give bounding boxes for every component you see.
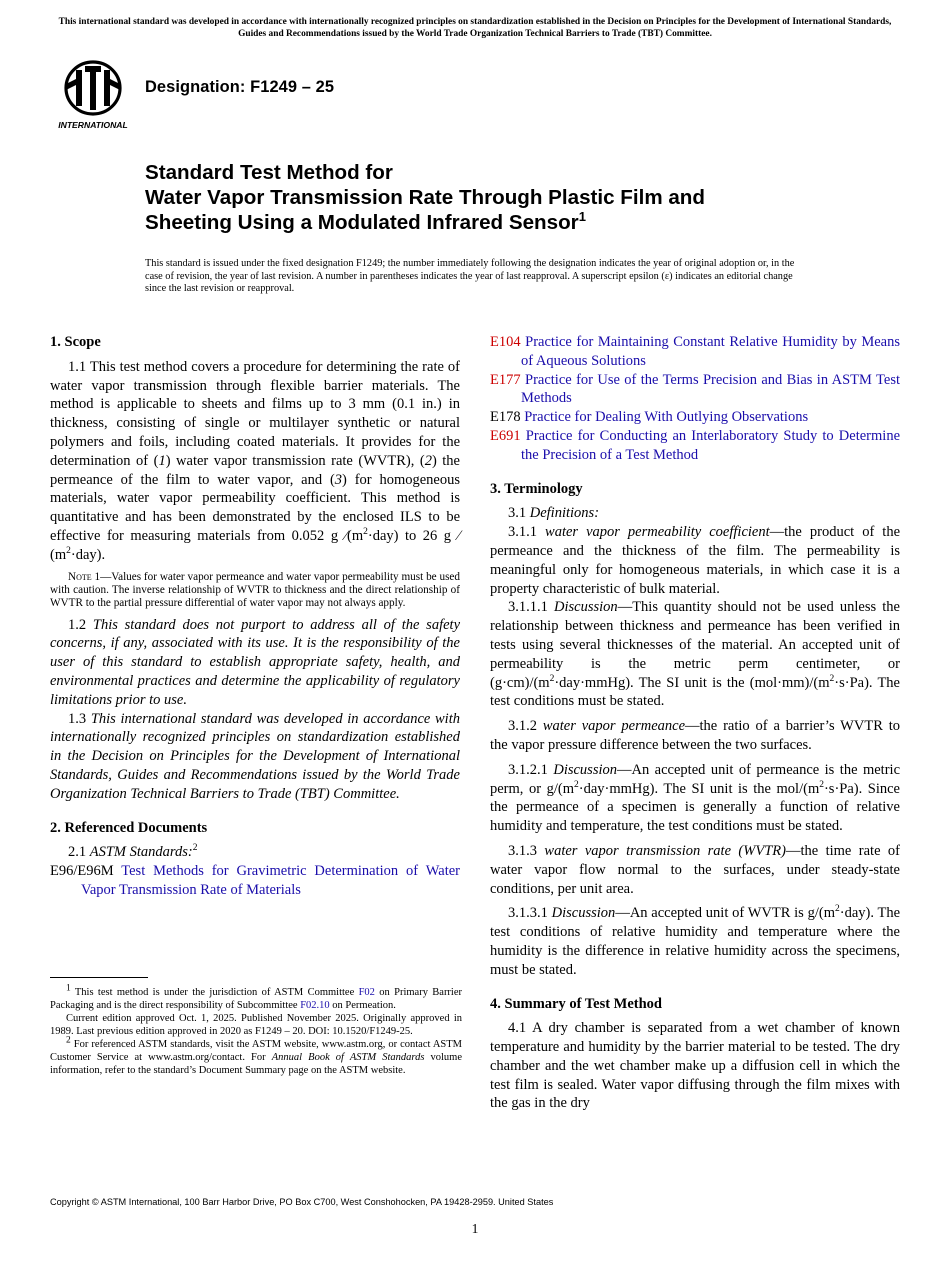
ref-item-e104 <box>490 333 900 371</box>
ref-link-e96[interactable]: Test Methods for Gravimetric Determination of Water Vapor Transmission Rate of Materials <box>81 863 460 898</box>
section-heading-referenced: 2. Referenced Documents <box>50 819 208 836</box>
issue-note: This standard is issued under the fixed designation F1249; the number immediately following the designation indicates the year of original adoption or, in the case of revision, the year of last revision. A number in parentheses indicates the year of last reapproval. A superscript epsilon (ε) indicates an editorial change since the last revision or reapproval. <box>145 258 795 294</box>
top-notice: This international standard was developed in accordance with internationally recognized principles on standardization established in the Decision on Principles for the Development of International Standards, Guides and Recommendations issued by the World Trade Organization Technical Barriers to Trade (TBT) Committee. <box>58 17 892 39</box>
footnotes <box>50 983 463 1077</box>
para-3-1: 3.1 Definitions: <box>508 505 600 522</box>
para-3-1-2: 3.1.2 water vapor permeance—the ratio of a barrier’s WVTR to the vapor pressure difference between the two surfaces. <box>490 718 900 753</box>
section-heading-terminology: 3. Terminology <box>490 480 583 497</box>
ref-link-e177[interactable]: Practice for Use of the Terms Precision and Bias in ASTM Test Methods <box>521 371 900 407</box>
ref-item-e96: E96/E96M Test Methods for Gravimetric Determination of Water Vapor Transmission Rate of Materials <box>50 863 460 898</box>
footnote-2: $^2$ For referenced ASTM standards, visit the ASTM website, www.astm.org, or contact ASTM Customer Service at www.astm.org/contact. For Annual Book of ASTM Standards volume information, refer to the standard’s Document Summary page on the ASTM website. <box>50 1035 463 1076</box>
title-line-1: Standard Test Method for <box>145 161 393 184</box>
section-heading-summary: 4. Summary of Test Method <box>490 995 662 1012</box>
para-1-3: 1.3 This international standard was developed in accordance with internationally recognized principles on standardization established in the Decision on Principles for the Development of International Standards, Guides and Recommendations issued by the World Trade Organization Technical Barriers to Trade (TBT) Committee. <box>50 710 460 802</box>
ref-link-e691[interactable]: Practice for Conducting an Interlaboratory Study to Determine the Precision of a Test Method <box>521 427 900 463</box>
designation: Designation: F1249 – 25 <box>145 78 335 96</box>
ref-item-e691 <box>490 427 900 465</box>
para-3-1-1: 3.1.1 water vapor permeability coefficient—the product of the permeance and the thickness of the film. The permeability is meaningful only for homogeneous materials, in which case it is a property characteristic of bulk material. <box>490 524 901 597</box>
committee-link-f02[interactable]: F02 <box>358 987 375 998</box>
edition-note: Current edition approved Oct. 1, 2025. Published November 2025. Originally approved in 1989. Last previous edition approved in 2020 as F1249 – 20. DOI: 10.1520/F1249-25. <box>50 1013 462 1037</box>
ref-item-e177 <box>490 371 900 409</box>
title-line-2: Water Vapor Transmission Rate Through Plastic Film and <box>145 186 705 209</box>
svg-text:INTERNATIONAL: INTERNATIONAL <box>58 120 128 130</box>
ref-code-e104[interactable]: E104 <box>490 334 521 350</box>
ref-link-e104[interactable]: Practice for Maintaining Constant Relative Humidity by Means of Aqueous Solutions <box>521 334 901 369</box>
section-heading-scope: 1. Scope <box>50 334 101 350</box>
ref-item-e178: E178 Practice for Dealing With Outlying Observations <box>490 409 809 426</box>
para-3-1-3-1: 3.1.3.1 Discussion—An accepted unit of WVTR is $g/(m^2\cdot day)$. The test conditions of relative humidity and temperature where the humidity is the difference in relative humidity across the specimens, must be stated. <box>490 904 901 978</box>
footnote-1: $^1$ This test method is under the jurisdiction of ASTM Committee F02 on Primary Barrier Packaging and is the direct responsibility of Subcommittee F02.10 on Permeation. <box>50 983 463 1011</box>
para-3-1-1-1: 3.1.1.1 Discussion—This quantity should not be used unless the relationship between thickness and permeance has been verified in tests using several thicknesses of the material. An accepted unit of permeability is the metric perm centimeter, or $(g\cdot cm)/(m^2\cdot day\cdot mmHg)$. The SI unit is the $(mol\cdot mm)/(m^2\cdot s\cdot Pa)$. The test conditions must be stated. <box>490 599 900 710</box>
astm-logo-icon <box>52 58 134 130</box>
page-number: 1 <box>471 1221 479 1236</box>
footnote-rule <box>50 977 148 978</box>
ref-code-e177[interactable]: E177 <box>490 371 521 388</box>
astm-logo <box>52 58 134 130</box>
left-column <box>50 333 460 900</box>
ref-link-e178[interactable]: Practice for Dealing With Outlying Observations <box>524 409 809 426</box>
subcommittee-link-f02-10[interactable]: F02.10 <box>300 1000 330 1011</box>
right-column <box>490 333 900 1113</box>
para-3-1-3: 3.1.3 water vapor transmission rate (WVTR)—the time rate of water vapor flow normal to the surfaces, under steady-state conditions, per unit area. <box>490 842 901 897</box>
title-line-3: Sheeting Using a Modulated Infrared Sensor$^1$ <box>145 209 586 234</box>
para-1-1: 1.1 This test method covers a procedure for determining the rate of water vapor transmission through flexible barrier materials. The method is applicable to sheets and films up to 3 mm (0.1 in.) in thickness, consisting of single or multilayer synthetic or natural polymers and foils, including coated materials. It provides for the determination of (1) water vapor transmission rate (WVTR), (2) the permeance of the film to water vapor, and (3) for homogeneous materials, water vapor permeability coefficient. This method is quantitative and has been demonstrated by the enclosed ILS to be effective for measuring materials from 0.052 g $⁄(m^2\cdot day)$ to 26 g $⁄(m^2\cdot day)$. <box>50 358 461 563</box>
ref-code-e691[interactable]: E691 <box>490 427 521 444</box>
document-title <box>145 160 885 235</box>
para-4-1: 4.1 A dry chamber is separated from a wet chamber of known temperature and humidity by the barrier material to be tested. The dry chamber and the wet chamber make up a diffusion cell in which the test film is sealed. Water vapor diffusing through the film mixes with the gas in the dry <box>490 1020 900 1112</box>
copyright-line: Copyright © ASTM International, 100 Barr Harbor Drive, PO Box C700, West Conshohocken, PA 19428-2959. United States <box>50 1197 554 1207</box>
title-footnote-mark: 1 <box>578 209 586 225</box>
para-1-2: 1.2 This standard does not purport to address all of the safety concerns, if any, associated with its use. It is the responsibility of the user of this standard to establish appropriate safety, health, and environmental practices and determine the applicability of regulatory limitations prior to use. <box>50 616 461 708</box>
para-3-1-2-1: 3.1.2.1 Discussion—An accepted unit of permeance is the metric perm, or $g/(m^2\cdot day\cdot mmHg)$. The SI unit is the mol/$(m^2\cdot s\cdot Pa)$. Since the permeance of a specimen is generally a function of relative humidity and temperature, the test conditions must be stated. <box>490 761 900 835</box>
note-1: Note 1—Values for water vapor permeance and water vapor permeability must be used with caution. The inverse relationship of WVTR to thickness and the direct relationship of WVTR to the partial pressure differential of water vapor may not always apply. <box>50 570 460 609</box>
para-2-1: 2.1 ASTM Standards:$^2$ <box>68 843 198 861</box>
